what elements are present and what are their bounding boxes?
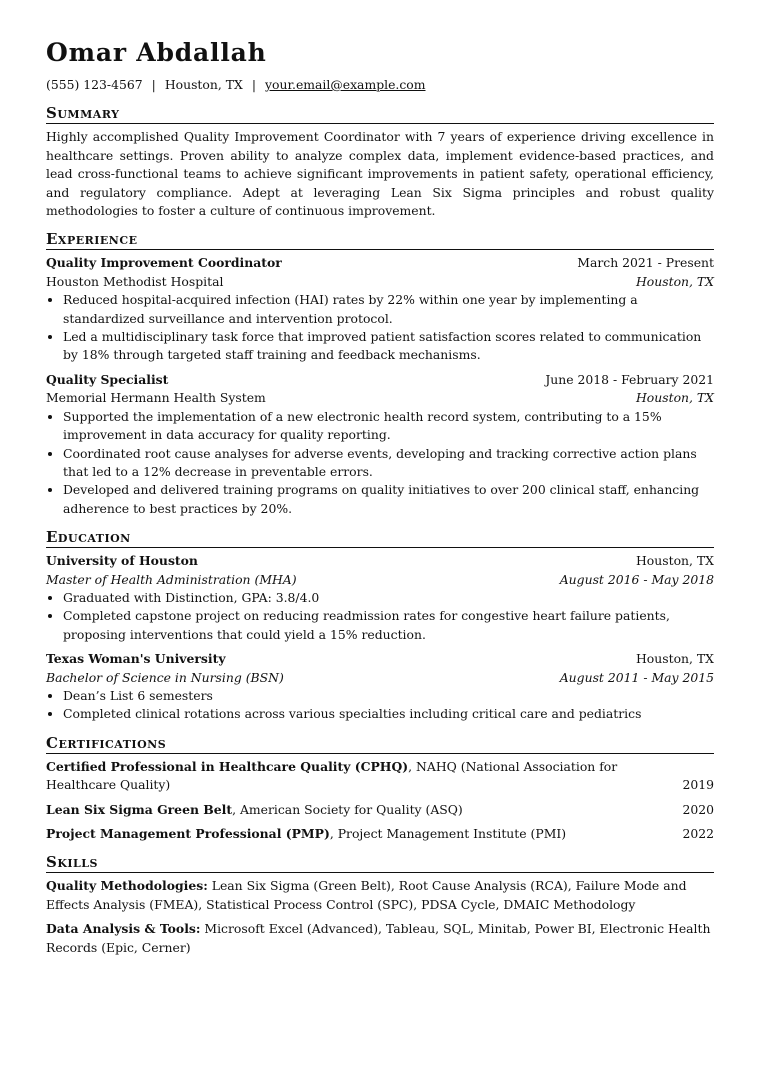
skills-section bbox=[46, 853, 714, 957]
certification-text: Lean Six Sigma Green Belt, American Society for Quality (ASQ) bbox=[46, 801, 463, 817]
job-bullets bbox=[46, 408, 714, 518]
job-role: Quality Specialist bbox=[46, 371, 169, 387]
degree: Bachelor of Science in Nursing (BSN) bbox=[46, 669, 284, 685]
email-link[interactable]: your.email@example.com bbox=[265, 77, 426, 92]
job-org: Memorial Hermann Health System bbox=[46, 390, 266, 406]
certification-name: Project Management Professional (PMP) bbox=[46, 826, 330, 841]
bullet-item: • Completed clinical rotations across various specialties including critical care and pediatrics bbox=[63, 705, 714, 723]
contact-line bbox=[46, 76, 714, 94]
certification-issuer: American Society for Quality (ASQ) bbox=[239, 801, 463, 817]
bullet-item: • Completed capstone project on reducing readmission rates for congestive heart failure patients, proposing interventions that could yield a 15% reduction. bbox=[63, 607, 714, 644]
certification-item bbox=[46, 825, 714, 843]
education-bullets bbox=[46, 589, 714, 644]
certification-issuer: Project Management Institute (PMI) bbox=[337, 826, 567, 841]
school-name: University of Houston bbox=[46, 553, 198, 569]
job-bullets bbox=[46, 291, 714, 365]
job-location: Houston, TX bbox=[636, 273, 714, 289]
school-header bbox=[46, 650, 714, 668]
resume-page bbox=[46, 38, 714, 963]
bullet-item: • Dean’s List 6 semesters bbox=[63, 687, 714, 705]
education-section bbox=[46, 528, 714, 724]
skill-text: Lean Six Sigma (Green Belt), Root Cause Analysis (RCA), Failure Mode and Effects Analysis (FMEA), Statistical Process Control (SPC), PDSA Cycle, DMAIC Methodology bbox=[46, 878, 687, 912]
skill-label: Data Analysis & Tools: bbox=[46, 921, 201, 937]
bullet-item: • Supported the implementation of a new electronic health record system, contributing to a 15% improvement in data accuracy for quality reporting. bbox=[63, 408, 714, 445]
summary-text: Highly accomplished Quality Improvement Coordinator with 7 years of experience driving excellence in healthcare settings. Proven ability to analyze complex data, implement evidence-based practices, and lead cross-functional teams to achieve significant improvements in patient safety, operational efficiency, and regulatory compliance. Adept at leveraging Lean Six Sigma principles and robust quality methodologies to foster a culture of continuous improvement. bbox=[46, 129, 714, 219]
job-subheader bbox=[46, 273, 714, 291]
education-bullets bbox=[46, 687, 714, 724]
certifications-section bbox=[46, 734, 714, 844]
section-title: Education bbox=[46, 528, 714, 548]
school-subheader bbox=[46, 571, 714, 589]
bullet-item: • Coordinated root cause analyses for adverse events, developing and tracking corrective action plans that led to a 12% decrease in preventable errors. bbox=[63, 445, 714, 482]
certification-text: Certified Professional in Healthcare Quality (CPHQ), NAHQ (National Association for Healthcare Quality) bbox=[46, 758, 618, 793]
job-subheader bbox=[46, 389, 714, 407]
education-entry bbox=[46, 650, 714, 724]
certification-year: 2019 bbox=[682, 777, 714, 793]
school-subheader bbox=[46, 669, 714, 687]
certification-item bbox=[46, 758, 714, 795]
candidate-name: Omar Abdallah bbox=[46, 38, 267, 67]
experience-section bbox=[46, 230, 714, 518]
job-role: Quality Improvement Coordinator bbox=[46, 255, 282, 271]
location: Houston, TX bbox=[164, 77, 243, 92]
certification-year: 2020 bbox=[682, 801, 714, 817]
job-header bbox=[46, 371, 714, 389]
bullet-item: • Graduated with Distinction, GPA: 3.8/4.0 bbox=[63, 589, 714, 607]
section-title: Experience bbox=[46, 230, 714, 250]
job-entry bbox=[46, 371, 714, 518]
phone: (555) 123-4567 bbox=[46, 77, 143, 92]
job-dates: June 2018 - February 2021 bbox=[545, 371, 714, 387]
bullet-item: • Reduced hospital-acquired infection (HAI) rates by 22% within one year by implementing a standardized surveillance and intervention protocol. bbox=[63, 291, 714, 328]
degree: Master of Health Administration (MHA) bbox=[46, 571, 297, 587]
skill-label: Quality Methodologies: bbox=[46, 878, 208, 894]
job-header bbox=[46, 254, 714, 272]
school-dates: August 2011 - May 2015 bbox=[559, 669, 714, 685]
section-title: Summary bbox=[46, 104, 714, 124]
bullet-item: • Led a multidisciplinary task force that improved patient satisfaction scores related to communication by 18% through targeted staff training and feedback mechanisms. bbox=[63, 328, 714, 365]
skill-text: Microsoft Excel (Advanced), Tableau, SQL, Minitab, Power BI, Electronic Health Records (Epic, Cerner) bbox=[46, 921, 711, 955]
skill-group bbox=[46, 877, 714, 914]
summary-section bbox=[46, 104, 714, 220]
bullet-item: • Developed and delivered training programs on quality initiatives to over 200 clinical staff, enhancing adherence to best practices by 20%. bbox=[63, 481, 714, 518]
section-title: Skills bbox=[46, 853, 714, 873]
certification-name: Lean Six Sigma Green Belt bbox=[46, 801, 233, 817]
job-entry bbox=[46, 254, 714, 364]
job-org: Houston Methodist Hospital bbox=[46, 273, 224, 289]
certification-year: 2022 bbox=[682, 826, 714, 841]
certification-text: Project Management Professional (PMP), Project Management Institute (PMI) bbox=[46, 826, 567, 841]
job-location: Houston, TX bbox=[636, 390, 714, 406]
school-name: Texas Woman's University bbox=[46, 651, 226, 667]
school-dates: August 2016 - May 2018 bbox=[559, 571, 714, 587]
certification-item bbox=[46, 801, 714, 819]
separator: | bbox=[151, 77, 156, 92]
school-location: Houston, TX bbox=[636, 553, 714, 569]
school-location: Houston, TX bbox=[636, 651, 714, 667]
school-header bbox=[46, 552, 714, 570]
skill-group bbox=[46, 920, 714, 957]
certification-issuer: NAHQ (National Association for Healthcare Quality) bbox=[46, 758, 618, 793]
section-title: Certifications bbox=[46, 734, 714, 754]
certification-name: Certified Professional in Healthcare Quality (CPHQ) bbox=[46, 758, 409, 774]
separator: | bbox=[251, 77, 257, 92]
job-dates: March 2021 - Present bbox=[577, 255, 714, 271]
education-entry bbox=[46, 552, 714, 644]
